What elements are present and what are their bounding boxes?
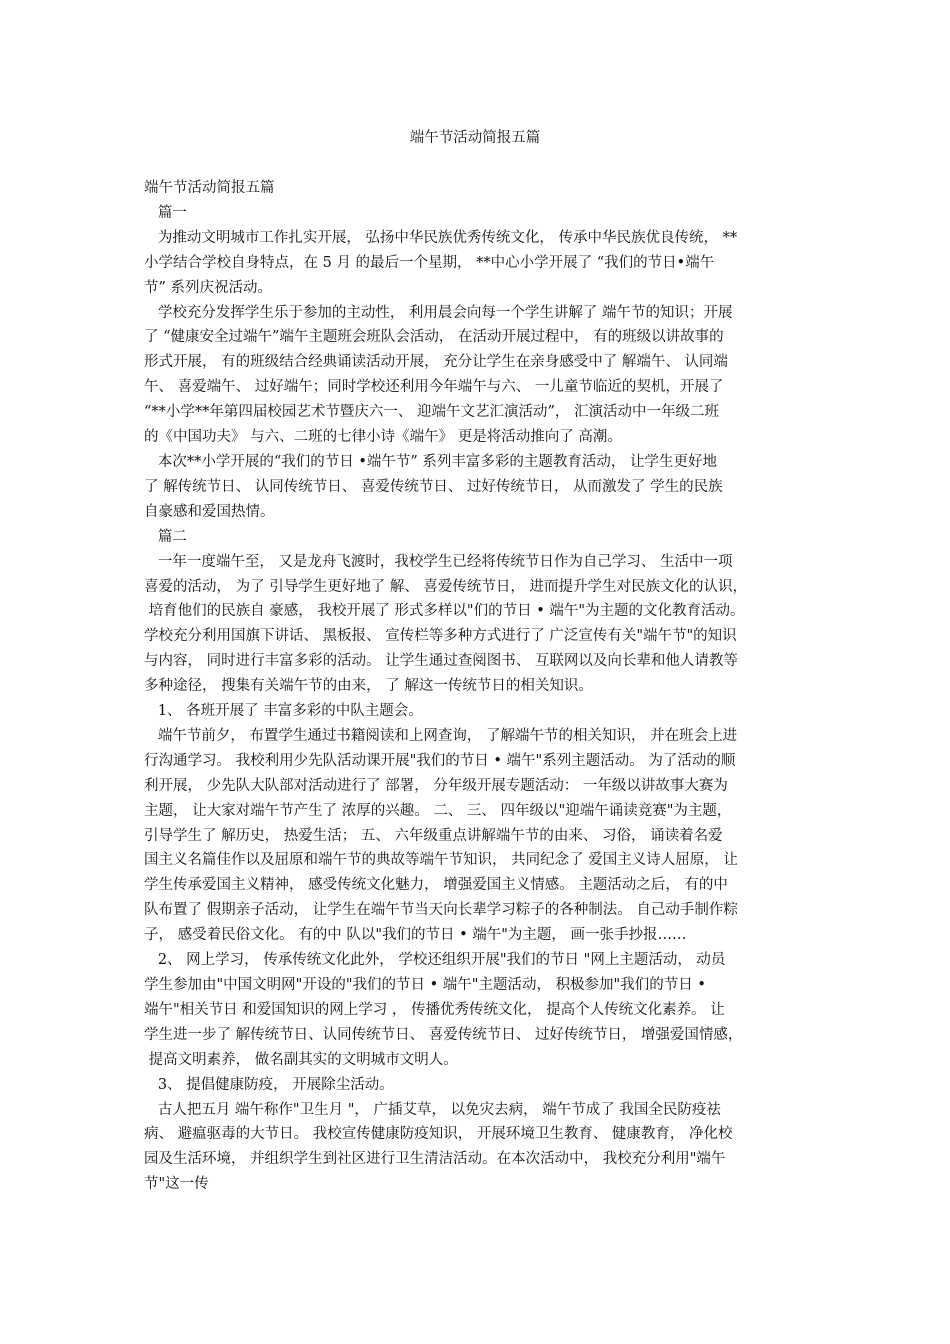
text-line: 病、 避瘟驱毒的大节日。 我校宣传健康防疫知识， 开展环境卫生教育、 健康教育， 净化校 <box>144 1126 733 1143</box>
text-line: 小学结合学校自身特点，在 5 月 的最后一个星期， **中心小学开展了 “我们的节日•端午 <box>144 254 715 271</box>
text-line: 了 解传统节日、 认同传统节日、 喜爱传统节日、 过好传统节日， 从而激发了 学生的民族 <box>144 478 723 495</box>
text-line: 为推动文明城市工作扎实开展， 弘扬中华民族优秀传统文化， 传承中华民族优良传统， ** <box>144 229 738 246</box>
document-title: 端午节活动简报五篇 <box>409 130 541 146</box>
text-line: 学生传承爱国主义精神， 感受传统文化魅力， 增强爱国主义情感。 主题活动之后， 有的中 <box>144 877 728 894</box>
text-line: 古人把五月 端午称作"卫生月 "， 广插艾草， 以免灾去病， 端午节成了 我国全民防疫祛 <box>144 1101 721 1118</box>
text-line: 形式开展， 有的班级结合经典诵读活动开展， 充分让学生在亲身感受中了 解端午、 认同端 <box>144 354 728 371</box>
text-line: 多种途径， 搜集有关端午节的由来， 了 解这一传统节日的相关知识。 <box>144 678 593 695</box>
text-line: 午、 喜爱端午、 过好端午；同时学校还利用今年端午与六、 一儿童节临近的契机，开展了 <box>144 379 724 396</box>
text-line: 提高文明素养， 做名副其实的文明城市文明人。 <box>144 1051 458 1068</box>
document-body <box>144 176 814 1197</box>
text-line: 1、 各班开展了 丰富多彩的中队主题会。 <box>144 703 423 720</box>
text-line: 篇二 <box>144 528 187 545</box>
text-line: 引导学生了 解历史， 热爱生活； 五、 六年级重点讲解端午节的由来、 习俗， 诵读着名爱 <box>144 827 723 844</box>
text-line: 学生参加由"中国文明网"开设的"我们的节日 • 端午"主题活动， 积极参加"我们的节日 • <box>144 977 706 993</box>
text-line: 学校充分利用国旗下讲话、 黑板报、 宣传栏等多种方式进行了 广泛宣传有关"端午节"的知识 <box>144 628 737 645</box>
text-line: 学校充分发挥学生乐于参加的主动性， 利用晨会向每一个学生讲解了 端午节的知识；开展 <box>144 304 733 321</box>
text-line: 了 “健康安全过端午”端午主题班会班队会活动， 在活动开展过程中， 有的班级以讲故事的 <box>144 329 724 346</box>
text-line: 端午"相关节日 和爱国知识的网上学习 ， 传播优秀传统文化， 提高个人传统文化素养。 让 <box>144 1001 725 1018</box>
text-line: 行沟通学习。 我校利用少先队活动课开展"我们的节日 • 端午"系列主题活动。 为了活动的顺 <box>144 752 736 769</box>
text-line: 一年一度端午至， 又是龙舟飞渡时，我校学生已经将传统节日作为自己学习、 生活中一项 <box>144 553 733 570</box>
text-line: 的《中国功夫》 与六、二班的七律小诗《端午》 更是将活动推向了 高潮。 <box>144 429 622 446</box>
text-line: “**小学**年第四届校园艺术节暨庆六一、 迎端午文艺汇演活动”， 汇演活动中一年级二班 <box>144 404 720 421</box>
text-line: 本次**小学开展的“我们的节日 •端午节” 系列丰富多彩的主题教育活动， 让学生更好地 <box>144 453 718 470</box>
text-line: 节"这一传 <box>144 1176 209 1193</box>
text-line: 主题， 让大家对端午节产生了 浓厚的兴趣。 二、 三、 四年级以"迎端午诵读竞赛"为主题， <box>144 802 732 819</box>
text-line: 3、 提倡健康防疫， 开展除尘活动。 <box>144 1076 394 1093</box>
text-line: 培育他们的民族自 豪感， 我校开展了 形式多样以"们的节日 • 端午"为主题的文化教育活动。 <box>144 603 745 620</box>
text-line: 自豪感和爱国热情。 <box>144 503 275 520</box>
text-line: 学生进一步了 解传统节日、认同传统节日、 喜爱传统节日、 过好传统节日， 增强爱国情感， <box>144 1026 743 1043</box>
text-line: 国主义名篇佳作以及屈原和端午节的典故等端午节知识， 共同纪念了 爱国主义诗人屈原， 让 <box>144 852 738 869</box>
text-line: 节” 系列庆祝活动。 <box>144 279 273 296</box>
text-line: 利开展， 少先队大队部对活动进行了 部署， 分年级开展专题活动： 一年级以讲故事大赛为 <box>144 777 728 794</box>
text-line: 篇一 <box>144 204 187 221</box>
text-line: 队布置了 假期亲子活动， 让学生在端午节当天向长辈学习粽子的各种制法。 自己动手制作粽 <box>144 902 738 919</box>
text-line: 2、 网上学习， 传承传统文化此外， 学校还组织开展"我们的节日 "网上主题活动， 动员 <box>144 952 726 969</box>
text-line: 与内容， 同时进行丰富多彩的活动。 让学生通过查阅图书、 互联网以及向长辈和他人请教等 <box>144 653 738 670</box>
text-line: 子， 感受着民俗文化。 有的中 队以"我们的节日 • 端午"为主题， 画一张手抄报…… <box>144 927 687 944</box>
text-line: 喜爱的活动， 为了 引导学生更好地了 解、 喜爱传统节日， 进而提升学生对民族文化的认识， <box>144 578 748 595</box>
text-line: 端午节前夕， 布置学生通过书籍阅读和上网查询， 了解端午节的相关知识， 并在班会上进 <box>144 727 738 744</box>
text-line: 园及生活环境， 并组织学生到社区进行卫生清洁活动。在本次活动中， 我校充分利用"端午 <box>144 1151 726 1168</box>
text-line: 端午节活动简报五篇 <box>144 180 275 196</box>
